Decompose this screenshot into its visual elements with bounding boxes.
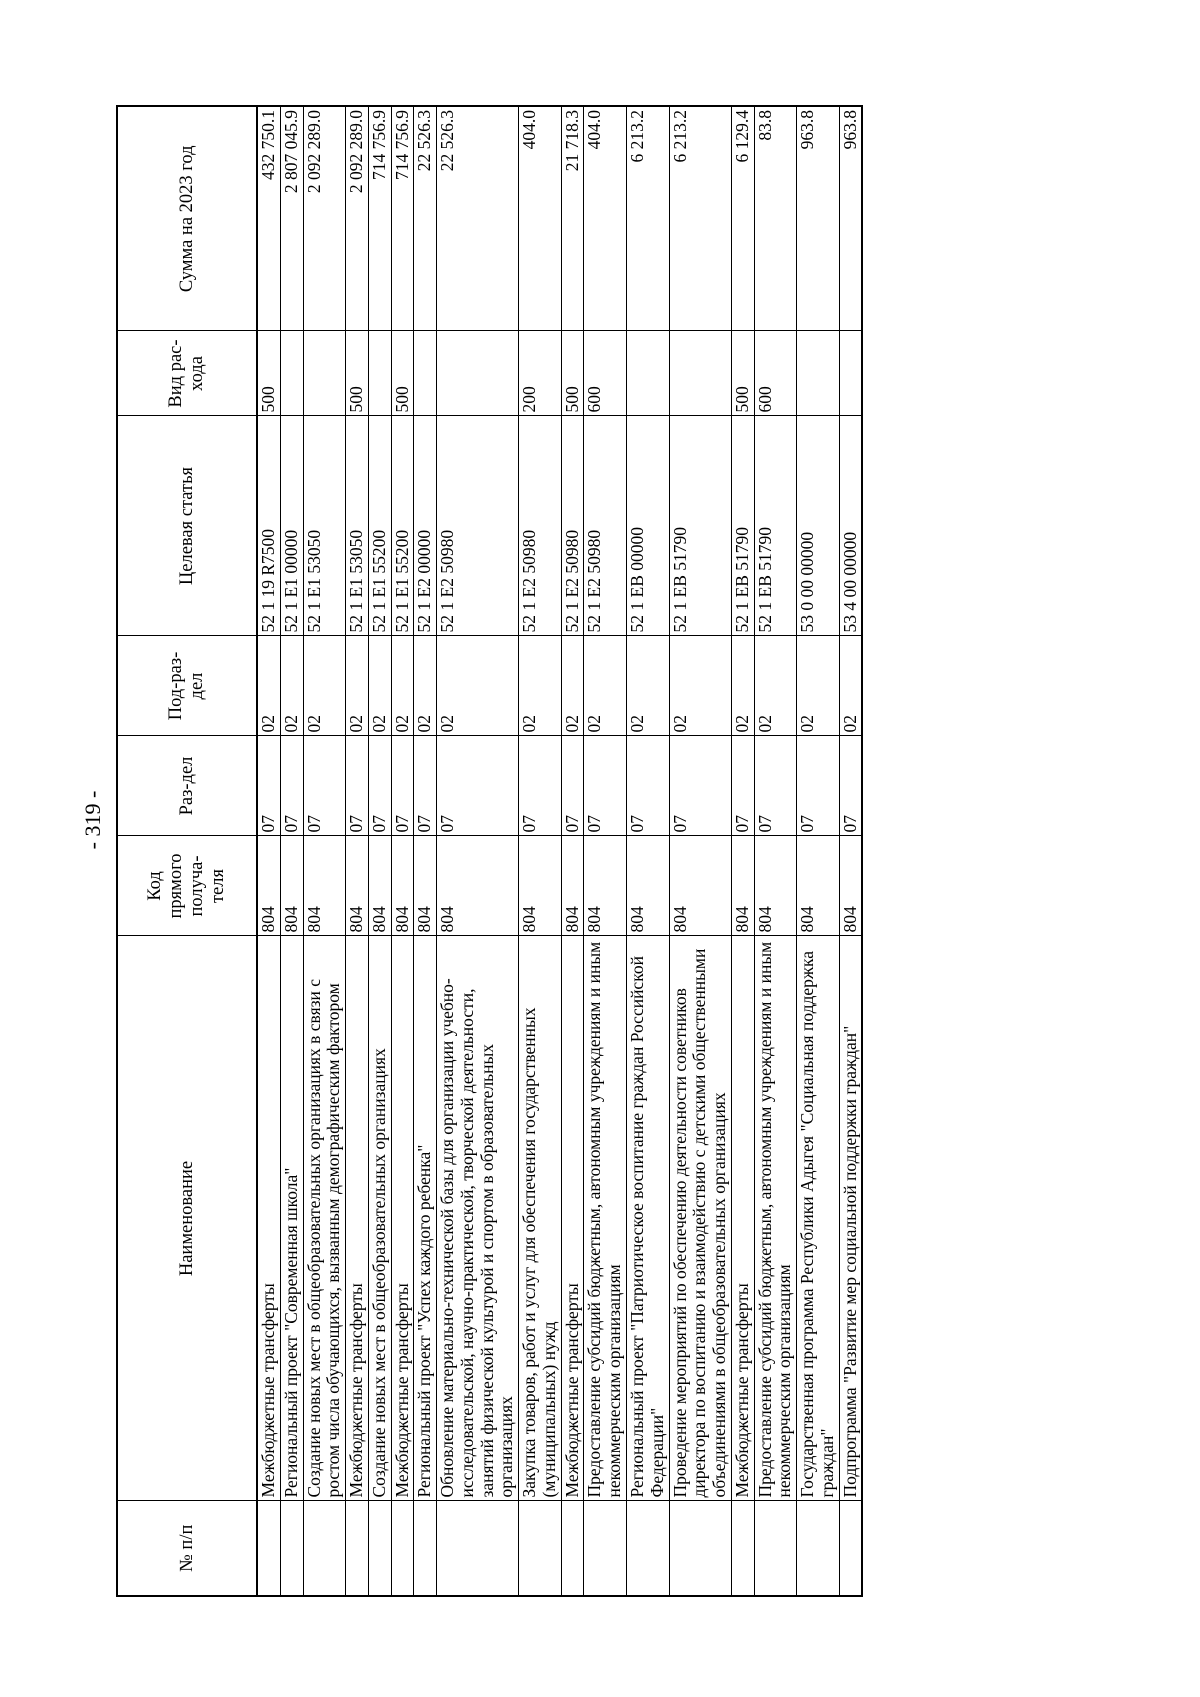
cell-no — [797, 1501, 840, 1596]
table-row — [731, 106, 754, 1596]
cell-podrazdel: 02 — [627, 636, 670, 736]
cell-kod: 804 — [346, 836, 369, 936]
table-header — [117, 106, 257, 1596]
cell-name: Межбюджетные трансферты — [257, 936, 280, 1501]
cell-celevaya: 52 1 E1 55200 — [368, 416, 391, 636]
cell-vid — [839, 331, 862, 416]
cell-vid: 200 — [519, 331, 562, 416]
table-body — [257, 106, 862, 1596]
cell-razdel: 07 — [731, 736, 754, 836]
cell-summa: 6 129.4 — [731, 106, 754, 331]
cell-name: Подпрограмма "Развитие мер социальной поддержки граждан" — [839, 936, 862, 1501]
table-row — [368, 106, 391, 1596]
cell-celevaya: 52 1 E2 50980 — [561, 416, 584, 636]
cell-razdel: 07 — [669, 736, 731, 836]
cell-celevaya: 52 1 19 R7500 — [257, 416, 280, 636]
table-row — [669, 106, 731, 1596]
cell-summa: 2 807 045.9 — [280, 106, 303, 331]
table-row — [437, 106, 519, 1596]
cell-name: Проведение мероприятий по обеспечению деятельности советников директора по воспитанию и взаимодействию с детскими общественными объединениями в общеобразовательных организациях — [669, 936, 731, 1501]
cell-celevaya: 52 1 EB 51790 — [731, 416, 754, 636]
cell-no — [346, 1501, 369, 1596]
cell-vid — [280, 331, 303, 416]
cell-name: Предоставление субсидий бюджетным, автономным учреждениям и иным некоммерческим организациям — [754, 936, 797, 1501]
page-number: - 319 - — [80, 790, 105, 850]
cell-vid — [368, 331, 391, 416]
cell-no — [437, 1501, 519, 1596]
header-kod: Код прямого получа-теля — [117, 836, 257, 936]
cell-kod: 804 — [669, 836, 731, 936]
cell-celevaya: 52 1 E1 53050 — [346, 416, 369, 636]
cell-kod: 804 — [303, 836, 346, 936]
cell-no — [257, 1501, 280, 1596]
cell-podrazdel: 02 — [280, 636, 303, 736]
cell-no — [627, 1501, 670, 1596]
header-celevaya: Целевая статья — [117, 416, 257, 636]
cell-vid — [437, 331, 519, 416]
cell-kod: 804 — [797, 836, 840, 936]
cell-podrazdel: 02 — [519, 636, 562, 736]
cell-vid — [303, 331, 346, 416]
cell-podrazdel: 02 — [437, 636, 519, 736]
rotated-table-container — [116, 107, 1076, 1597]
cell-no — [561, 1501, 584, 1596]
cell-summa: 2 092 289.0 — [346, 106, 369, 331]
cell-kod: 804 — [414, 836, 437, 936]
cell-kod: 804 — [368, 836, 391, 936]
cell-podrazdel: 02 — [368, 636, 391, 736]
cell-name: Межбюджетные трансферты — [391, 936, 414, 1501]
budget-table — [116, 105, 863, 1597]
cell-kod: 804 — [754, 836, 797, 936]
cell-summa: 963.8 — [797, 106, 840, 331]
cell-no — [414, 1501, 437, 1596]
header-no: № п/п — [117, 1501, 257, 1596]
cell-vid: 600 — [584, 331, 627, 416]
cell-kod: 804 — [561, 836, 584, 936]
cell-summa: 6 213.2 — [627, 106, 670, 331]
cell-vid: 500 — [346, 331, 369, 416]
cell-razdel: 07 — [584, 736, 627, 836]
header-name: Наименование — [117, 936, 257, 1501]
cell-kod: 804 — [280, 836, 303, 936]
cell-celevaya: 52 1 EB 00000 — [627, 416, 670, 636]
cell-vid — [414, 331, 437, 416]
cell-name: Закупка товаров, работ и услуг для обеспечения государственных (муниципальных) нужд — [519, 936, 562, 1501]
cell-name: Создание новых мест в общеобразовательных организациях — [368, 936, 391, 1501]
cell-podrazdel: 02 — [346, 636, 369, 736]
cell-no — [280, 1501, 303, 1596]
cell-summa: 432 750.1 — [257, 106, 280, 331]
cell-vid: 500 — [561, 331, 584, 416]
cell-celevaya: 52 1 E1 00000 — [280, 416, 303, 636]
cell-vid — [627, 331, 670, 416]
cell-celevaya: 52 1 E1 55200 — [391, 416, 414, 636]
cell-razdel: 07 — [561, 736, 584, 836]
cell-podrazdel: 02 — [731, 636, 754, 736]
table-row — [257, 106, 280, 1596]
header-summa: Сумма на 2023 год — [117, 106, 257, 331]
cell-summa: 83.8 — [754, 106, 797, 331]
header-vid: Вид рас-хода — [117, 331, 257, 416]
cell-vid: 500 — [731, 331, 754, 416]
header-razdel: Раз-дел — [117, 736, 257, 836]
cell-vid: 600 — [754, 331, 797, 416]
cell-name: Создание новых мест в общеобразовательных организациях в связи с ростом числа обучающихся, вызванным демографическим фактором — [303, 936, 346, 1501]
cell-summa: 6 213.2 — [669, 106, 731, 331]
cell-no — [584, 1501, 627, 1596]
cell-name: Обновление материально-технической базы для организации учебно-исследовательской, научно-практической, творческой деятельности, занятий физической культурой и спортом в образовательных организациях — [437, 936, 519, 1501]
cell-podrazdel: 02 — [669, 636, 731, 736]
cell-summa: 404.0 — [519, 106, 562, 331]
cell-no — [368, 1501, 391, 1596]
table-row — [391, 106, 414, 1596]
cell-summa: 963.8 — [839, 106, 862, 331]
table-row — [303, 106, 346, 1596]
cell-name: Региональный проект "Успех каждого ребенка" — [414, 936, 437, 1501]
cell-no — [839, 1501, 862, 1596]
cell-celevaya: 52 1 E2 50980 — [437, 416, 519, 636]
cell-razdel: 07 — [754, 736, 797, 836]
cell-no — [519, 1501, 562, 1596]
table-row — [627, 106, 670, 1596]
cell-name: Межбюджетные трансферты — [561, 936, 584, 1501]
cell-summa: 714 756.9 — [391, 106, 414, 331]
cell-vid — [797, 331, 840, 416]
cell-kod: 804 — [519, 836, 562, 936]
cell-no — [391, 1501, 414, 1596]
cell-podrazdel: 02 — [391, 636, 414, 736]
cell-podrazdel: 02 — [561, 636, 584, 736]
cell-razdel: 07 — [346, 736, 369, 836]
table-row — [584, 106, 627, 1596]
cell-summa: 22 526.3 — [414, 106, 437, 331]
cell-kod: 804 — [257, 836, 280, 936]
cell-podrazdel: 02 — [584, 636, 627, 736]
cell-razdel: 07 — [797, 736, 840, 836]
cell-summa: 22 526.3 — [437, 106, 519, 331]
cell-celevaya: 53 4 00 00000 — [839, 416, 862, 636]
cell-summa: 714 756.9 — [368, 106, 391, 331]
cell-summa: 404.0 — [584, 106, 627, 331]
cell-celevaya: 53 0 00 00000 — [797, 416, 840, 636]
cell-podrazdel: 02 — [257, 636, 280, 736]
cell-razdel: 07 — [303, 736, 346, 836]
cell-kod: 804 — [839, 836, 862, 936]
cell-razdel: 07 — [368, 736, 391, 836]
cell-celevaya: 52 1 E2 00000 — [414, 416, 437, 636]
cell-no — [669, 1501, 731, 1596]
cell-podrazdel: 02 — [754, 636, 797, 736]
cell-vid — [669, 331, 731, 416]
cell-name: Региональный проект "Современная школа" — [280, 936, 303, 1501]
cell-kod: 804 — [584, 836, 627, 936]
cell-celevaya: 52 1 EB 51790 — [669, 416, 731, 636]
cell-name: Межбюджетные трансферты — [346, 936, 369, 1501]
cell-razdel: 07 — [627, 736, 670, 836]
cell-name: Государственная программа Республики Адыгея "Социальная поддержка граждан" — [797, 936, 840, 1501]
cell-celevaya: 52 1 EB 51790 — [754, 416, 797, 636]
cell-name: Межбюджетные трансферты — [731, 936, 754, 1501]
cell-name: Предоставление субсидий бюджетным, автономным учреждениям и иным некоммерческим организациям — [584, 936, 627, 1501]
cell-podrazdel: 02 — [303, 636, 346, 736]
header-podrazdel: Под-раз-дел — [117, 636, 257, 736]
table-row — [280, 106, 303, 1596]
cell-name: Региональный проект "Патриотическое воспитание граждан Российской Федерации" — [627, 936, 670, 1501]
cell-razdel: 07 — [391, 736, 414, 836]
cell-celevaya: 52 1 E2 50980 — [584, 416, 627, 636]
cell-vid: 500 — [257, 331, 280, 416]
cell-no — [731, 1501, 754, 1596]
table-row — [754, 106, 797, 1596]
cell-no — [754, 1501, 797, 1596]
cell-razdel: 07 — [519, 736, 562, 836]
table-row — [346, 106, 369, 1596]
cell-podrazdel: 02 — [797, 636, 840, 736]
cell-celevaya: 52 1 E1 53050 — [303, 416, 346, 636]
cell-celevaya: 52 1 E2 50980 — [519, 416, 562, 636]
cell-vid: 500 — [391, 331, 414, 416]
cell-summa: 2 092 289.0 — [303, 106, 346, 331]
cell-podrazdel: 02 — [414, 636, 437, 736]
cell-summa: 21 718.3 — [561, 106, 584, 331]
cell-razdel: 07 — [414, 736, 437, 836]
cell-razdel: 07 — [437, 736, 519, 836]
cell-razdel: 07 — [257, 736, 280, 836]
cell-kod: 804 — [391, 836, 414, 936]
cell-kod: 804 — [437, 836, 519, 936]
table-row — [839, 106, 862, 1596]
cell-razdel: 07 — [839, 736, 862, 836]
cell-podrazdel: 02 — [839, 636, 862, 736]
table-row — [519, 106, 562, 1596]
table-row — [797, 106, 840, 1596]
table-row — [561, 106, 584, 1596]
cell-kod: 804 — [627, 836, 670, 936]
cell-kod: 804 — [731, 836, 754, 936]
cell-razdel: 07 — [280, 736, 303, 836]
table-row — [414, 106, 437, 1596]
cell-no — [303, 1501, 346, 1596]
